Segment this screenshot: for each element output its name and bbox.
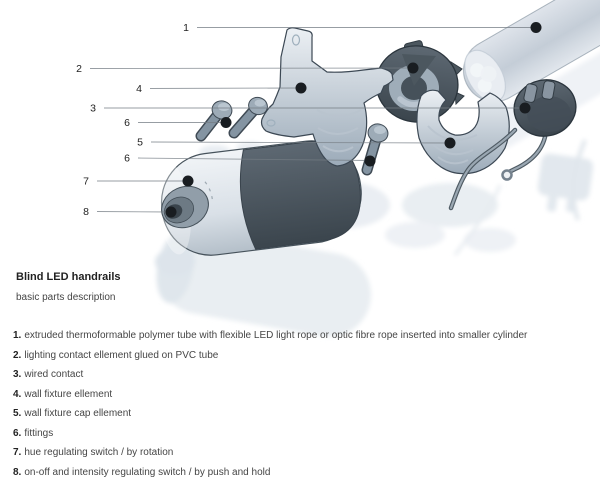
part-text: extruded thermoformable polymer tube with flexible LED light rope or optic fibre rope inserted into smaller cylinder <box>24 330 528 341</box>
part-description-item <box>13 331 576 341</box>
part-description-item <box>13 390 576 400</box>
part-number: 4. <box>13 388 22 400</box>
callout-dot-1 <box>531 22 542 33</box>
part-text: wired contact <box>24 369 84 380</box>
callout-label-6a: 6 <box>124 117 130 129</box>
part-text: lighting contact ellement glued on PVC tube <box>24 349 219 361</box>
part-description-item <box>13 468 576 478</box>
callout-dot-6a <box>221 117 232 128</box>
callout-label-8: 8 <box>83 206 89 218</box>
part-number: 5. <box>13 408 22 419</box>
part-description-item <box>13 370 576 380</box>
callout-dot-6b <box>365 156 376 167</box>
caption-block <box>13 271 576 487</box>
callout-label-5: 5 <box>137 136 143 149</box>
part-number: 6. <box>13 427 22 439</box>
part-text: wall fixture cap ellement <box>24 408 132 419</box>
part-number: 3. <box>13 369 22 380</box>
part-number: 2. <box>13 349 22 361</box>
callout-label-1: 1 <box>183 22 189 34</box>
callout-label-6b: 6 <box>124 152 130 165</box>
part-description-item <box>13 448 576 458</box>
part-number: 1. <box>13 330 22 341</box>
part-description-item <box>13 409 576 419</box>
part-text: fittings <box>24 427 54 439</box>
callout-label-3: 3 <box>90 102 96 115</box>
callout-label-4: 4 <box>136 83 142 95</box>
wire-eyelet <box>503 171 512 180</box>
page-subtitle: basic parts description <box>16 292 116 303</box>
callout-dot-5 <box>445 138 456 149</box>
parts-description-list <box>13 331 576 478</box>
part-number: 8. <box>13 466 22 478</box>
callout-label-7: 7 <box>83 175 89 188</box>
callout-dot-3 <box>520 103 531 114</box>
part-description-item <box>13 351 576 361</box>
part-text: on-off and intensity regulating switch / by push and hold <box>24 466 271 478</box>
part-description-item <box>13 429 576 439</box>
callout-dot-4 <box>296 83 307 94</box>
callout-dot-8 <box>166 207 177 218</box>
callout-dot-2 <box>408 63 419 74</box>
fixture-cap-part <box>417 90 509 173</box>
part-number: 7. <box>13 447 22 458</box>
reflection-plug <box>535 153 594 217</box>
callout-label-2: 2 <box>76 63 82 75</box>
callout-dot-7 <box>183 176 194 187</box>
part-text: hue regulating switch / by rotation <box>24 447 174 458</box>
part-text: wall fixture ellement <box>24 388 113 400</box>
page-title: Blind LED handrails <box>16 271 121 283</box>
